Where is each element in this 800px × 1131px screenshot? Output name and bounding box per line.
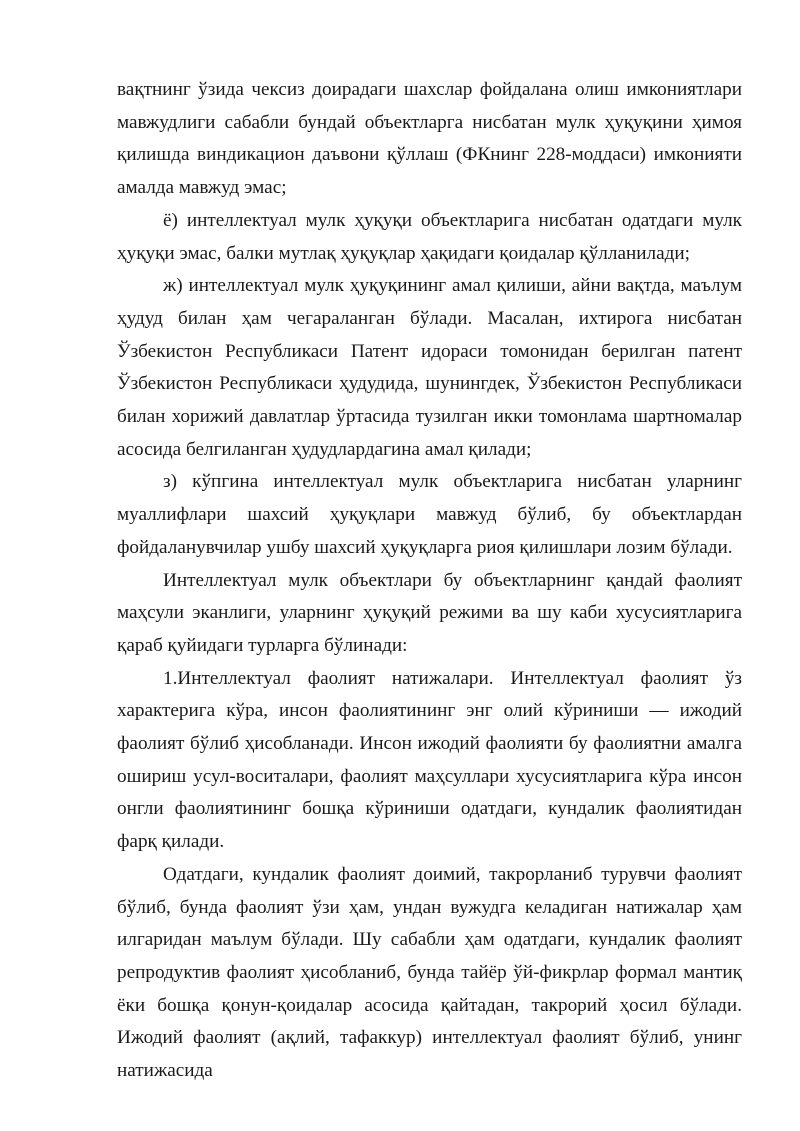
paragraph-yo: ё) интеллектуал мулк ҳуқуқи объектларига нисбатан одатдаги мулк ҳуқуқи эмас, балки мутлақ ҳуқуқлар ҳақидаги қоидалар қўлланилади; (117, 209, 742, 264)
paragraph-types-intro: Интеллектуал мулк объектлари бу объектларнинг қандай фаолият маҳсули эканлиги, уларнинг ҳуқуқий режими ва шу каби хусусиятларига қараб қуйидаги турларга бўлинади: (117, 569, 742, 656)
paragraph-zh: ж) интеллектуал мулк ҳуқуқининг амал қилиши, айни вақтда, маълум ҳудуд билан ҳам чегараланган бўлади. Масалан, ихтирога нисбатан Ўзбекистон Республикаси Патент идораси томонидан берилган патент Ўзбекистон Республикаси ҳудудида, шунингдек, Ўзбекистон Республикаси билан хорижий давлатлар ўртасида тузилган икки томонлама шартномалар асосида белгиланган ҳудудлардагина амал қилади; (117, 275, 742, 460)
paragraph-ordinary-activity: Одатдаги, кундалик фаолият доимий, такрорланиб турувчи фаолият бўлиб, бунда фаолият ўзи ҳам, ундан вужудга келадиган натижалар ҳам илгаридан маълум бўлади. Шу сабабли ҳам одатдаги, кундалик фаолият репродуктив фаолият ҳисобланиб, бунда тайёр ўй-фикрлар формал мантиқ ёки бошқа қонун-қоидалар асосида қайтадан, такрорий ҳосил бўлади. Ижодий фаолият (ақлий, тафаккур) интеллектуал фаолият бўлиб, унинг натижасида (117, 863, 742, 1082)
paragraph-intellectual-activity: 1.Интеллектуал фаолият натижалари. Интеллектуал фаолият ўз характерига кўра, инсон фаолиятининг энг олий кўриниши — ижодий фаолият бўлиб ҳисобланади. Инсон ижодий фаолияти бу фаолиятни амалга ошириш усул-воситалари, фаолият маҳсуллари хусусиятларига кўра инсон онгли фаолиятининг бошқа кўриниши одатдаги, кундалик фаолиятидан фарқ қилади. (117, 667, 742, 853)
document-body (117, 74, 742, 1088)
paragraph-z: з) кўпгина интеллектуал мулк объектларига нисбатан уларнинг муаллифлари шахсий ҳуқуқлари мавжуд бўлиб, бу объектлардан фойдаланувчилар ушбу шахсий ҳуқуқларга риоя қилишлари лозим бўлади. (117, 471, 742, 558)
paragraph-continuation: вақтнинг ўзида чексиз доирадаги шахслар фойдалана олиш имкониятлари мавжудлиги сабабли бундай объектларга нисбатан мулк ҳуқуқини ҳимоя қилишда виндикацион даъвони қўллаш (ФКнинг 228-моддаси) имконияти амалда мавжуд эмас; (117, 79, 742, 199)
